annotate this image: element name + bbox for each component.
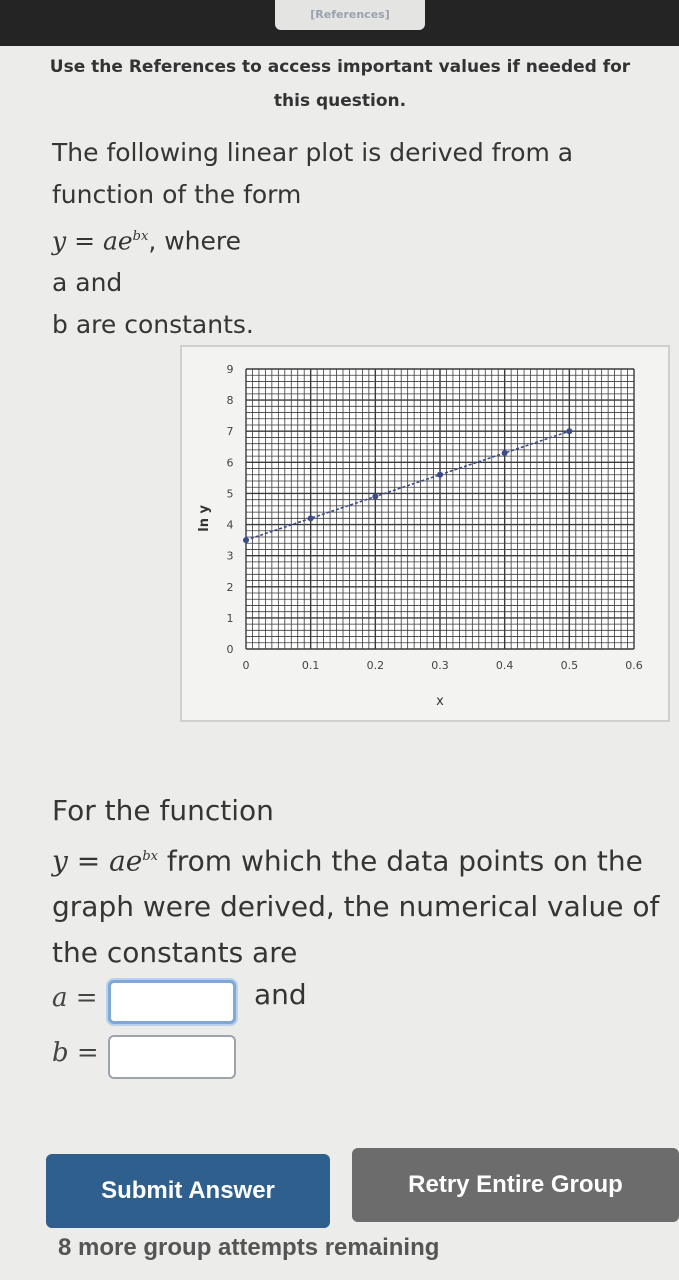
y-axis-label: ln y — [197, 504, 212, 532]
y-tick-label: 7 — [226, 425, 234, 439]
b-constants-text: b are constants. — [52, 310, 254, 340]
y-tick-label: 2 — [226, 580, 234, 594]
y-tick-label: 9 — [226, 363, 234, 376]
intro-text — [52, 132, 652, 346]
references-note: Use the References to access important values if needed for this question. — [49, 57, 631, 111]
question-formula-exponent: bx — [142, 849, 158, 864]
y-tick-label: 8 — [226, 394, 234, 408]
data-point — [372, 494, 378, 500]
linear-plot — [182, 347, 668, 720]
x-tick-label: 0.6 — [625, 659, 643, 672]
x-tick-label: 0.4 — [495, 659, 514, 672]
references-tab[interactable]: [References] — [275, 0, 425, 30]
and-text: and — [254, 978, 307, 1011]
formula-exponent: bx — [132, 229, 149, 244]
x-tick-label: 0.5 — [560, 659, 579, 672]
question-text — [52, 788, 662, 976]
question-rest: from which the data points on the graph were derived, the numerical value of the constants are — [52, 844, 660, 970]
b-label: b = — [52, 1038, 99, 1068]
chart-panel — [180, 345, 670, 722]
y-tick-label: 5 — [226, 487, 234, 501]
a-label: a = — [52, 983, 98, 1013]
attempts-remaining: 8 more group attempts remaining — [58, 1234, 440, 1261]
top-bar — [0, 0, 679, 46]
data-point — [308, 515, 314, 521]
y-tick-label: 3 — [226, 549, 234, 563]
retry-group-button[interactable]: Retry Entire Group — [352, 1148, 679, 1222]
x-axis-label: x — [436, 694, 444, 709]
a-input[interactable] — [108, 980, 236, 1024]
y-tick-label: 0 — [226, 643, 234, 656]
where-text: , where — [148, 226, 242, 256]
intro-line: The following linear plot is derived from a function of the form — [52, 138, 574, 209]
question-line: For the function — [52, 794, 274, 827]
intro-formula — [52, 216, 652, 262]
y-tick-label: 4 — [226, 518, 234, 532]
a-and-text: a and — [52, 268, 123, 298]
data-point — [566, 428, 572, 434]
y-tick-label: 6 — [226, 456, 234, 470]
y-tick-label: 1 — [226, 611, 234, 625]
data-point — [437, 472, 443, 478]
x-tick-label: 0.1 — [301, 659, 320, 672]
data-point — [502, 450, 508, 456]
submit-answer-button[interactable]: Submit Answer — [46, 1154, 330, 1228]
b-input[interactable] — [108, 1035, 236, 1079]
x-tick-label: 0 — [242, 659, 250, 672]
question-formula: y = ae — [52, 844, 143, 878]
formula: y = ae — [52, 226, 133, 256]
x-tick-label: 0.3 — [431, 659, 449, 672]
x-tick-label: 0.2 — [366, 659, 385, 672]
data-point — [243, 537, 249, 543]
